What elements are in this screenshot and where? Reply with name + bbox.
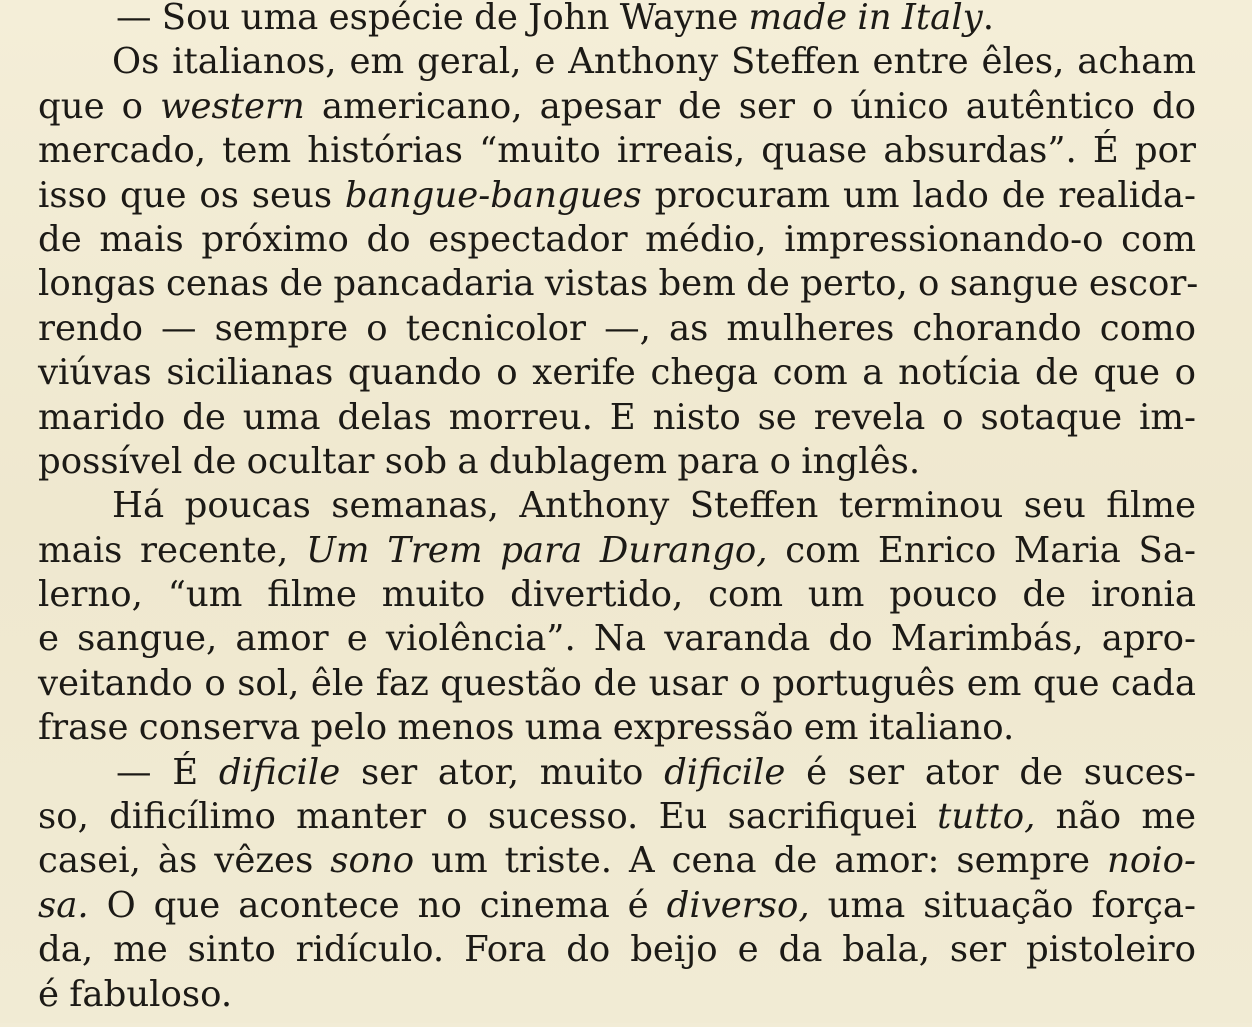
- text-run: com Enrico Maria Sa-: [767, 529, 1196, 571]
- text-line: [38, 351, 1196, 395]
- italic-text: tutto,: [937, 796, 1036, 838]
- text-line: [38, 129, 1196, 173]
- italic-text: dificile: [218, 751, 341, 793]
- text-run: rendo — sempre o tecnicolor —, as mulheres chorando como: [38, 307, 1196, 349]
- text-run: procuram um lado de realida-: [641, 174, 1196, 216]
- text-line: [38, 529, 1196, 573]
- text-run: mercado, tem histórias “muito irreais, quase absurdas”. É por: [38, 130, 1196, 172]
- text-line: [38, 617, 1196, 661]
- text-line: [38, 262, 1199, 306]
- text-run: isso que os seus: [38, 174, 345, 216]
- text-run: não me: [1035, 796, 1196, 838]
- italic-text: noio-: [1107, 840, 1196, 882]
- text-line: [38, 884, 1196, 928]
- text-run: de mais próximo do espectador médio, impressionando-o com: [38, 218, 1196, 260]
- text-line: [38, 40, 1196, 84]
- text-line: [38, 706, 1196, 750]
- italic-text: western: [160, 85, 305, 127]
- text-run: possível de ocultar sob a dublagem para o inglês.: [38, 440, 921, 482]
- text-line: [38, 751, 1196, 795]
- text-run: um triste. A cena de amor: sempre: [414, 840, 1108, 882]
- text-line: [38, 973, 1196, 1017]
- text-run: veitando o sol, êle faz questão de usar o português em que cada: [38, 662, 1196, 704]
- text-run: uma situação força-: [809, 884, 1197, 926]
- text-run: que o: [38, 85, 161, 127]
- text-run: da, me sinto ridículo. Fora do beijo e da bala, ser pistoleiro: [38, 929, 1196, 971]
- text-line: [38, 573, 1196, 617]
- text-run: .: [982, 0, 995, 38]
- text-run: — É: [116, 751, 219, 793]
- text-run: marido de uma delas morreu. E nisto se revela o sotaque im-: [38, 396, 1196, 438]
- text-run: ser ator, muito: [340, 751, 665, 793]
- text-line: [38, 218, 1196, 262]
- text-line: [38, 484, 1196, 528]
- text-run: frase conserva pelo menos uma expressão em italiano.: [38, 707, 1015, 749]
- italic-text: sono: [330, 840, 415, 882]
- text-line: [38, 440, 1196, 484]
- article-body: [38, 0, 1199, 1017]
- text-line: [38, 174, 1196, 218]
- italic-text: dificile: [664, 751, 786, 793]
- text-run: O que acontece no cinema é: [88, 884, 667, 926]
- italic-text: made in Italy: [748, 0, 983, 38]
- text-run: lerno, “um filme muito divertido, com um pouco de ironia: [38, 574, 1196, 616]
- text-line: [38, 396, 1196, 440]
- text-run: — Sou uma espécie de John Wayne: [116, 0, 749, 38]
- text-run: viúvas sicilianas quando o xerife chega com a notícia de que o: [38, 352, 1196, 394]
- text-line: [38, 662, 1196, 706]
- text-run: Há poucas semanas, Anthony Steffen terminou seu filme: [112, 485, 1196, 527]
- text-run: é ser ator de suces-: [785, 751, 1196, 793]
- text-line: [38, 85, 1196, 129]
- text-line: [38, 307, 1196, 351]
- text-run: Os italianos, em geral, e Anthony Steffen entre êles, acham: [112, 41, 1196, 83]
- text-run: so, dificílimo manter o sucesso. Eu sacrifiquei: [38, 796, 938, 838]
- text-line: [38, 839, 1196, 883]
- text-run: é fabuloso.: [38, 973, 233, 1015]
- text-run: americano, apesar de ser o único autêntico do: [304, 85, 1196, 127]
- italic-text: Um Trem para Durango,: [306, 529, 768, 571]
- text-line: [38, 795, 1196, 839]
- italic-text: sa.: [38, 884, 89, 926]
- text-run: e sangue, amor e violência”. Na varanda do Marimbás, apro-: [38, 618, 1196, 660]
- italic-text: diverso,: [666, 884, 810, 926]
- italic-text: bangue-bangues: [344, 174, 642, 216]
- text-run: casei, às vêzes: [38, 840, 331, 882]
- text-line: [38, 0, 1196, 40]
- text-line: [38, 928, 1196, 972]
- text-run: mais recente,: [38, 529, 306, 571]
- text-run: longas cenas de pancadaria vistas bem de perto, o sangue escor-: [38, 263, 1199, 305]
